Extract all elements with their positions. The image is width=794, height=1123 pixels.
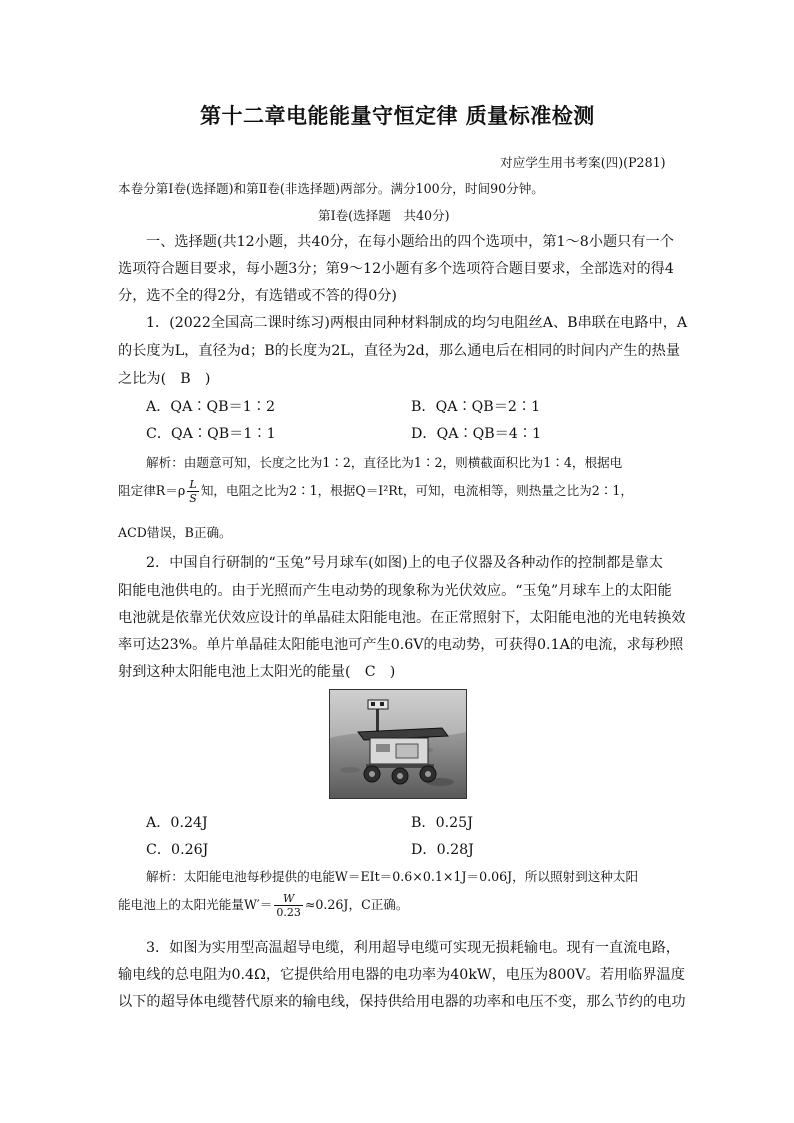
q1-option-b: B．QA∶QB＝2∶1 bbox=[411, 399, 541, 415]
lunar-rover-photo bbox=[329, 689, 467, 799]
q1-stem-line: 1．(2022全国高二课时练习)两根由同种材料制成的均匀电阻丝A、B串联在电路中，A bbox=[146, 315, 688, 331]
fraction bbox=[187, 478, 199, 505]
q1-stem-line: 的长度为L，直径为d；B的长度为2L，直径为2d，那么通电后在相同的时间内产生的热量 bbox=[118, 343, 681, 359]
q2-option-b: B．0.25J bbox=[411, 815, 473, 831]
fraction-denominator: 0.23 bbox=[276, 906, 301, 919]
formula-suffix: 知，电阻之比为2∶1，根据Q＝I²Rt，可知，电流相等，则热量之比为2∶1， bbox=[200, 483, 633, 498]
formula-prefix: 阻定律R＝ρ bbox=[118, 483, 186, 498]
reference-note: 对应学生用书考案(四)(P281) bbox=[500, 155, 666, 170]
q1-option-c: C．QA∶QB＝1∶1 bbox=[146, 426, 276, 442]
q1-stem-line: 之比为( B ) bbox=[118, 371, 211, 387]
q2-solution-formula-line bbox=[118, 892, 409, 919]
instructions-line: 选项符合题目要求，每小题3分；第9～12小题有多个选项符合题目要求，全部选对的得4 bbox=[118, 261, 674, 277]
q2-stem-line: 射到这种太阳能电池上太阳光的能量( C ) bbox=[118, 664, 396, 680]
fraction bbox=[274, 892, 303, 919]
q1-option-d: D．QA∶QB＝4∶1 bbox=[411, 426, 542, 442]
q2-option-a: A．0.24J bbox=[146, 815, 208, 831]
q3-stem-line: 3．如图为实用型高温超导电缆，利用超导电缆可实现无损耗输电。现有一直流电路， bbox=[146, 940, 680, 956]
page-title: 第十二章电能能量守恒定律 质量标准检测 bbox=[200, 104, 595, 128]
q3-stem-line: 输电线的总电阻为0.4Ω，它提供给用电器的电功率为40kW，电压为800V。若用临界温度 bbox=[118, 967, 685, 983]
q2-solution-line: 解析：太阳能电池每秒提供的电能W＝EIt＝0.6×0.1×1J＝0.06J，所以照射到这种太阳 bbox=[146, 869, 639, 884]
q1-solution-line: ACD错误，B正确。 bbox=[118, 525, 232, 540]
q2-option-d: D．0.28J bbox=[411, 842, 474, 858]
q2-option-c: C．0.26J bbox=[146, 842, 209, 858]
q1-solution-formula-line bbox=[118, 478, 633, 505]
q2-stem-line: 2．中国自行研制的“玉兔”号月球车(如图)上的电子仪器及各种动作的控制都是靠太 bbox=[146, 555, 663, 571]
instructions-line: 一、选择题(共12小题，共40分，在每小题给出的四个选项中，第1～8小题只有一个 bbox=[146, 234, 674, 250]
q2-stem-line: 电池就是依靠光伏效应设计的单晶硅太阳能电池。在正常照射下，太阳能电池的光电转换效 bbox=[118, 610, 686, 626]
instructions-line: 分，选不全的得2分，有选错或不答的得0分) bbox=[118, 288, 397, 304]
formula-suffix: ≈0.26J，C正确。 bbox=[304, 897, 409, 912]
formula-prefix: 能电池上的太阳光能量W′＝ bbox=[118, 897, 273, 912]
q1-solution-line: 解析：由题意可知，长度之比为1∶2，直径比为1∶2，则横截面积比为1∶4，根据电 bbox=[146, 455, 623, 470]
fraction-numerator: L bbox=[187, 478, 199, 492]
exam-intro: 本卷分第Ⅰ卷(选择题)和第Ⅱ卷(非选择题)两部分。满分100分，时间90分钟。 bbox=[118, 181, 544, 196]
q3-stem-line: 以下的超导体电缆替代原来的输电线，保持供给用电器的功率和电压不变，那么节约的电功 bbox=[118, 994, 686, 1010]
rover-illustration bbox=[330, 690, 466, 798]
fraction-numerator: W bbox=[274, 892, 303, 906]
q1-option-a: A．QA∶QB＝1∶2 bbox=[146, 399, 275, 415]
fraction-denominator: S bbox=[189, 492, 197, 505]
section-heading: 第Ⅰ卷(选择题 共40分) bbox=[318, 208, 450, 223]
q2-stem-line: 率可达23%。单片单晶硅太阳能电池可产生0.6V的电动势，可获得0.1A的电流，求每秒照 bbox=[118, 637, 684, 653]
q2-stem-line: 阳能电池供电的。由于光照而产生电动势的现象称为光伏效应。“玉兔”月球车上的太阳能 bbox=[118, 583, 672, 599]
